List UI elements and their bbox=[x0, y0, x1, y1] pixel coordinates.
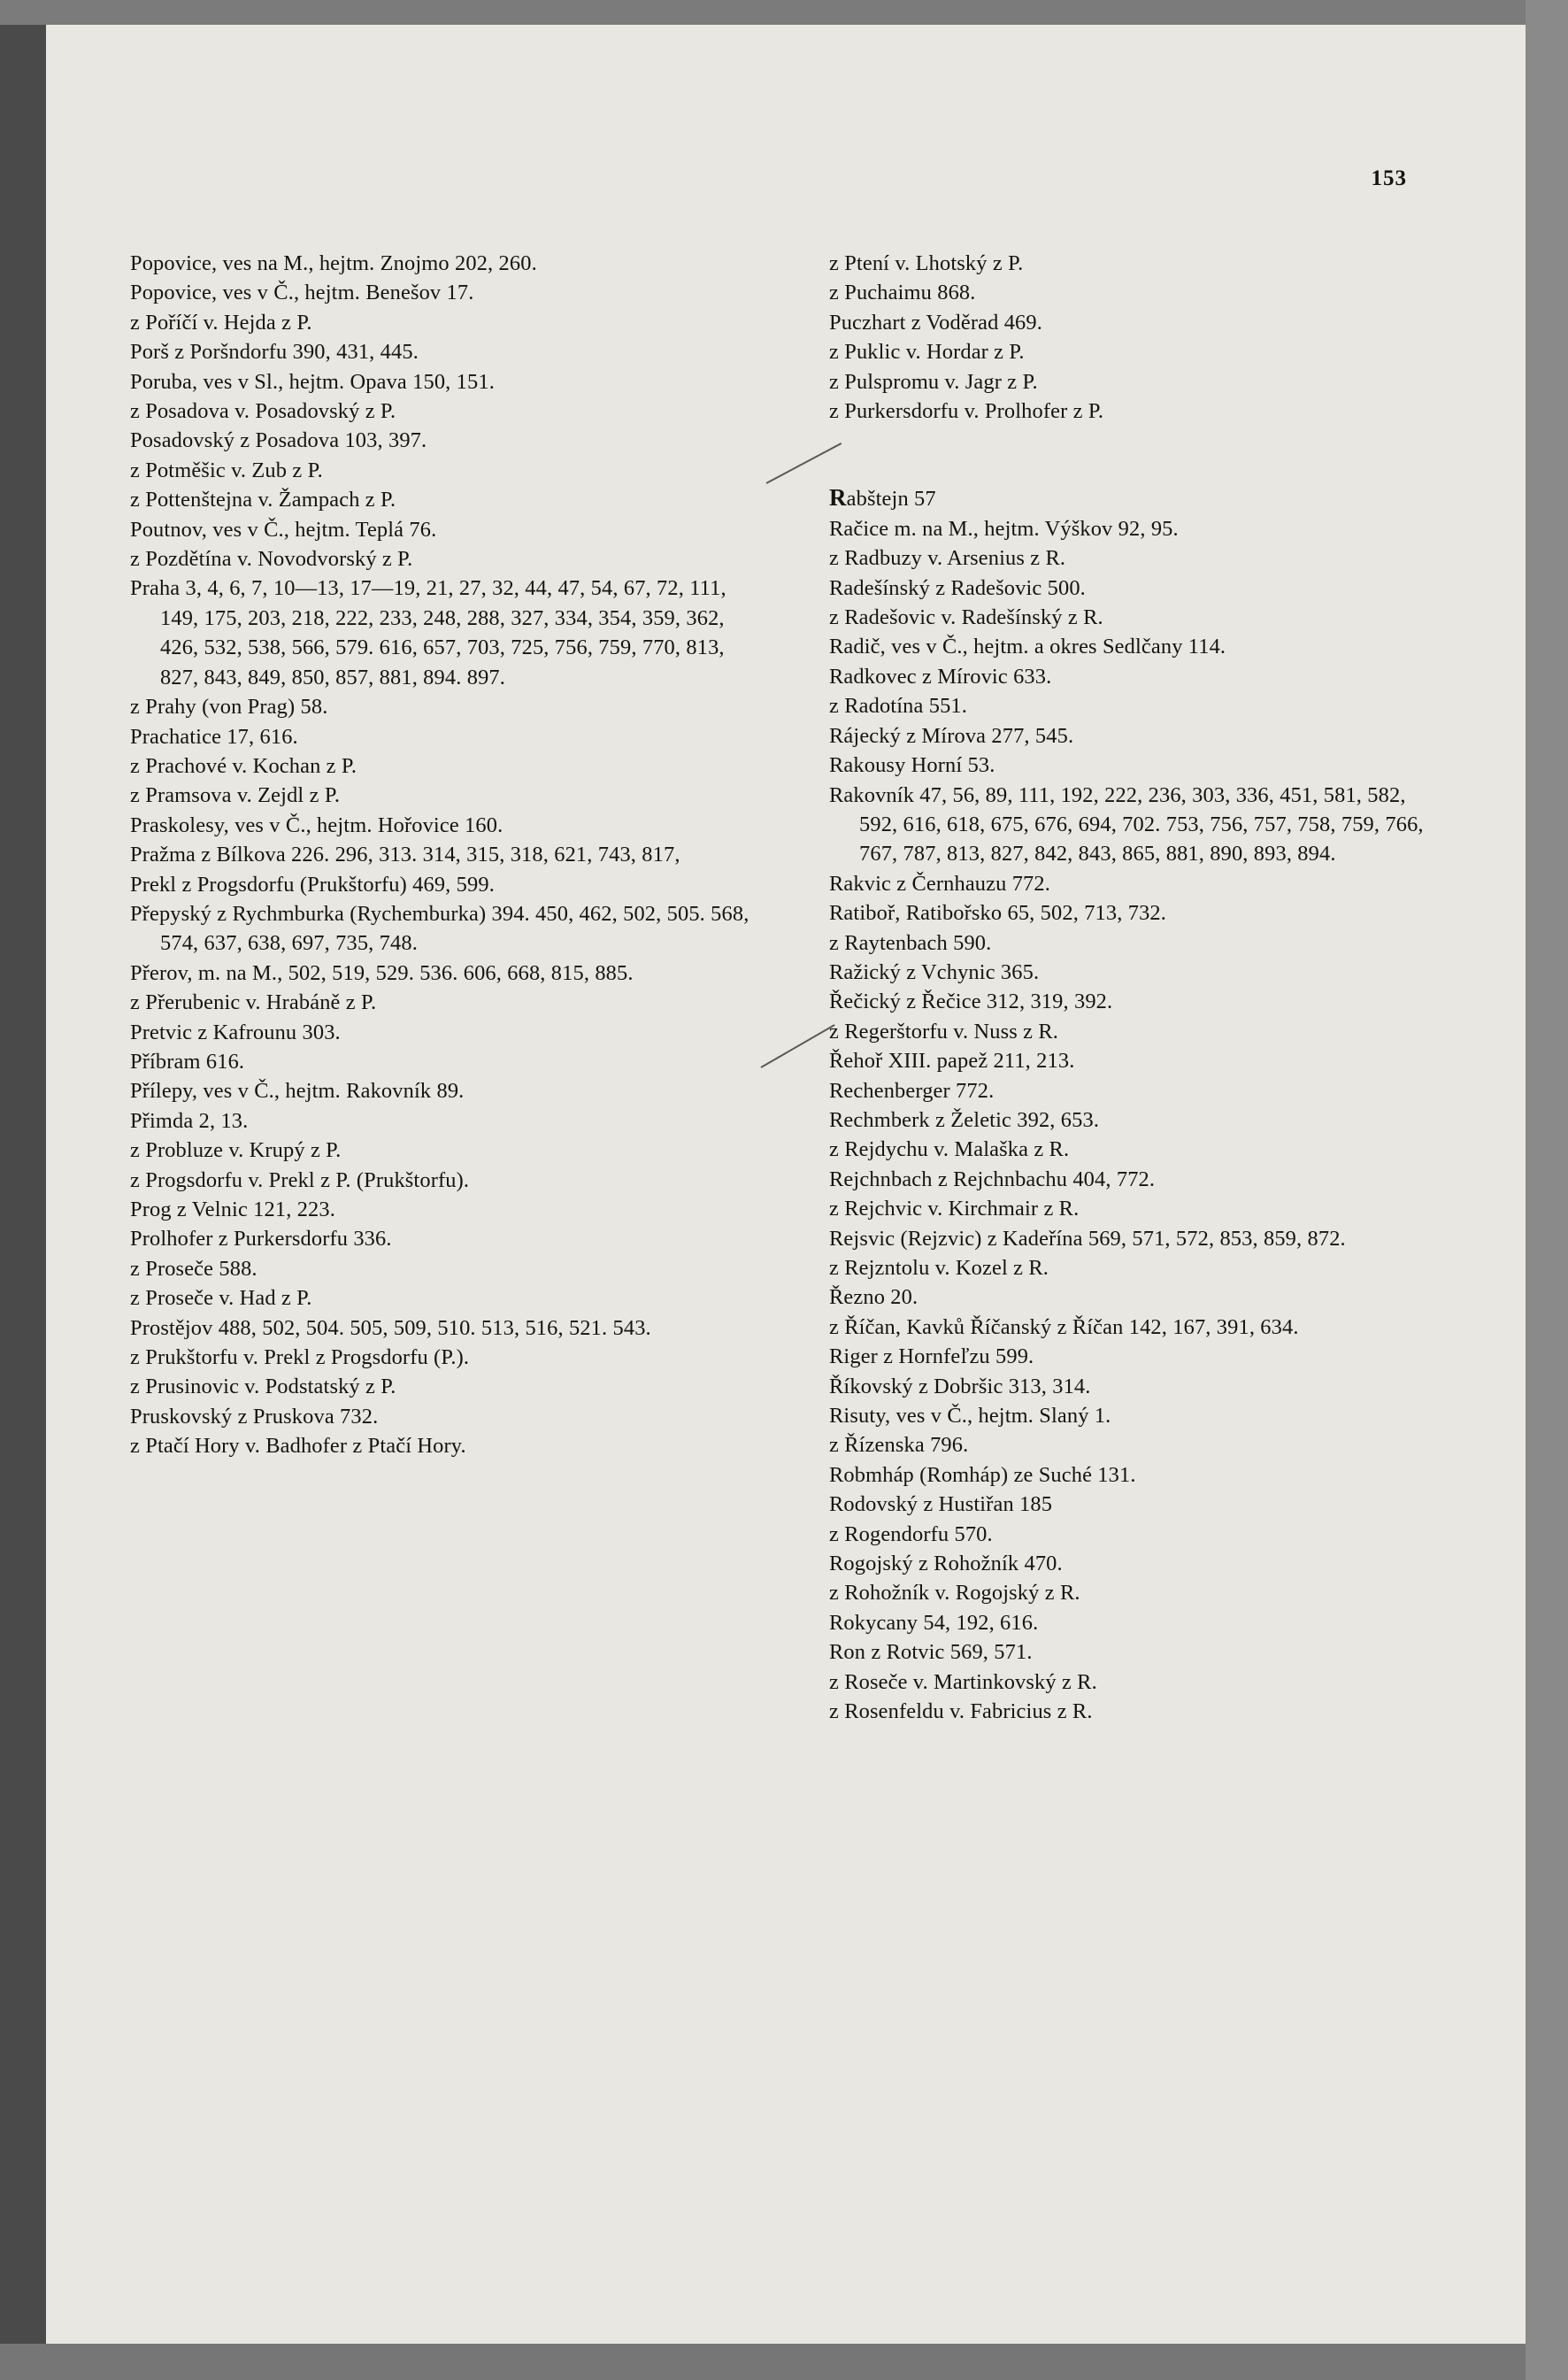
index-entry: z Pramsova v. Zejdl z P. bbox=[130, 783, 341, 808]
index-entry: z Purkersdorfu v. Prolhofer z P. bbox=[829, 399, 1104, 424]
index-entry: Pražma z Bílkova 226. 296, 313. 314, 315, 318, 621, 743, 817, bbox=[130, 843, 680, 867]
index-entry: z Regerštorfu v. Nuss z R. bbox=[829, 1019, 1059, 1044]
index-entry: z Rohožník v. Rogojský z R. bbox=[829, 1581, 1080, 1606]
index-entry: z Ptení v. Lhotský z P. bbox=[829, 251, 1024, 275]
index-entry: z Rejzntolu v. Kozel z R. bbox=[829, 1256, 1049, 1280]
index-entry: Řečický z Řečice 312, 319, 392. bbox=[829, 990, 1113, 1014]
index-entry: Robmháp (Romháp) ze Suché 131. bbox=[829, 1462, 1136, 1487]
index-entry: Řezno 20. bbox=[829, 1285, 919, 1310]
index-entry: z Radbuzy v. Arsenius z R. bbox=[829, 546, 1066, 571]
index-entry: Poruba, ves v Sl., hejtm. Opava 150, 151. bbox=[130, 369, 495, 394]
index-entry: z Říčan, Kavků Říčanský z Říčan 142, 167, 391, 634. bbox=[829, 1314, 1299, 1339]
index-entry: Rokycany 54, 192, 616. bbox=[829, 1610, 1039, 1635]
index-entry: z Proseče v. Had z P. bbox=[130, 1286, 312, 1311]
index-entry: Puczhart z Voděrad 469. bbox=[829, 310, 1042, 335]
index-entry: Posadovský z Posadova 103, 397. bbox=[130, 428, 427, 453]
index-entry: z Prachové v. Kochan z P. bbox=[130, 753, 357, 778]
scan-edge-bottom bbox=[0, 2344, 1568, 2380]
index-entry: Porš z Poršndorfu 390, 431, 445. bbox=[130, 340, 419, 365]
index-entry: Popovice, ves v Č., hejtm. Benešov 17. bbox=[130, 281, 474, 305]
index-entry: Rogojský z Rohožník 470. bbox=[829, 1552, 1063, 1576]
index-entry: z Rejdychu v. Malaška z R. bbox=[829, 1137, 1070, 1162]
index-entry: Rejsvic (Rejzvic) z Kadeřína 569, 571, 572, 853, 859, 872. bbox=[829, 1226, 1346, 1251]
index-entry: Rájecký z Mírova 277, 545. bbox=[829, 723, 1074, 748]
index-entry: Praha 3, 4, 6, 7, 10—13, 17—19, 21, 27, 32, 44, 47, 54, 67, 72, 111, 149, 175, 203, 218, 222, 233, 248, 288, 327, 334, 354, 359, 362, 426, 532, 538, 566, 579. 616, 657, 703, 725, 756, 759, 770, 813, 827, 843, 849, 850, 857, 881, 894. 897. bbox=[130, 576, 726, 689]
index-entry: z Rogendorfu 570. bbox=[829, 1521, 993, 1546]
index-entry: Řehoř XIII. papež 211, 213. bbox=[829, 1049, 1075, 1074]
section-spacer bbox=[829, 426, 1449, 455]
index-entry: z Pozdětína v. Novodvorský z P. bbox=[130, 547, 413, 572]
index-entry: z Poříčí v. Hejda z P. bbox=[130, 310, 312, 335]
index-entry: z Prusinovic v. Podstatský z P. bbox=[130, 1375, 396, 1399]
section-initial: R bbox=[829, 484, 847, 512]
page-number: 153 bbox=[1371, 166, 1407, 190]
index-entry: Popovice, ves na M., hejtm. Znojmo 202, 260. bbox=[130, 251, 537, 275]
page-sheet bbox=[46, 25, 1526, 2344]
index-entry: Přepyský z Rychmburka (Rychemburka) 394. 450, 462, 502, 505. 568, 574, 637, 638, 697, 735, 748. bbox=[130, 901, 749, 956]
index-entry: z Přerubenic v. Hrabáně z P. bbox=[130, 990, 377, 1015]
index-entry: z Puklic v. Hordar z P. bbox=[829, 340, 1025, 365]
index-entry: Radič, ves v Č., hejtm. a okres Sedlčany 114. bbox=[829, 635, 1226, 659]
index-entry: Praskolesy, ves v Č., hejtm. Hořovice 160. bbox=[130, 813, 503, 837]
index-entry: Příbram 616. bbox=[130, 1049, 245, 1074]
index-entry: z Roseče v. Martinkovský z R. bbox=[829, 1669, 1097, 1694]
index-entry: Prachatice 17, 616. bbox=[130, 724, 298, 749]
left-column bbox=[130, 249, 749, 1727]
index-entry: Pruskovský z Pruskova 732. bbox=[130, 1404, 379, 1429]
index-entry: z Radotína 551. bbox=[829, 694, 968, 719]
index-entry: Rakovník 47, 56, 89, 111, 192, 222, 236, 303, 336, 451, 581, 582, 592, 616, 618, 675, 676, 694, 702. 753, 756, 757, 758, 759, 766, 767, 787, 813, 827, 842, 843, 865, 881, 890, 893, 894. bbox=[829, 782, 1424, 867]
index-entry: Risuty, ves v Č., hejtm. Slaný 1. bbox=[829, 1404, 1111, 1429]
section-heading-r bbox=[829, 483, 1449, 513]
right-column bbox=[829, 249, 1449, 1727]
index-entry: Prostějov 488, 502, 504. 505, 509, 510. 513, 516, 521. 543. bbox=[130, 1315, 651, 1340]
index-entry: Přílepy, ves v Č., hejtm. Rakovník 89. bbox=[130, 1079, 465, 1104]
index-entry: Radešínský z Radešovic 500. bbox=[829, 575, 1086, 600]
index-entry: Račice m. na M., hejtm. Výškov 92, 95. bbox=[829, 516, 1179, 541]
scan-edge-top bbox=[0, 0, 1568, 25]
index-entry: Ron z Rotvic 569, 571. bbox=[829, 1640, 1033, 1665]
index-entry: z Potměšic v. Zub z P. bbox=[130, 458, 323, 482]
index-entry: Rechenberger 772. bbox=[829, 1078, 995, 1103]
scan-edge-left bbox=[0, 0, 46, 2380]
index-entry: Rakousy Horní 53. bbox=[829, 753, 995, 778]
index-entry: z Ptačí Hory v. Badhofer z Ptačí Hory. bbox=[130, 1434, 466, 1459]
index-entry: Ratiboř, Ratibořsko 65, 502, 713, 732. bbox=[829, 901, 1167, 926]
index-entry: z Pottenštejna v. Žampach z P. bbox=[130, 488, 396, 512]
index-entry: z Rosenfeldu v. Fabricius z R. bbox=[829, 1699, 1093, 1724]
index-entry: Riger z Hornfeľzu 599. bbox=[829, 1344, 1034, 1369]
index-entry: z Posadova v. Posadovský z P. bbox=[130, 399, 396, 424]
index-entry: z Progsdorfu v. Prekl z P. (Prukštorfu). bbox=[130, 1167, 470, 1192]
index-entry: Říkovský z Dobršic 313, 314. bbox=[829, 1374, 1091, 1398]
index-entry: Přerov, m. na M., 502, 519, 529. 536. 606, 668, 815, 885. bbox=[130, 960, 634, 985]
index-entry: z Puchaimu 868. bbox=[829, 281, 976, 305]
index-entry: Ražický z Vchynic 365. bbox=[829, 959, 1040, 984]
index-entry: Rakvic z Černhauzu 772. bbox=[829, 871, 1050, 896]
index-entry: z Prukštorfu v. Prekl z Progsdorfu (P.). bbox=[130, 1345, 470, 1370]
index-entry: Prekl z Progsdorfu (Prukštorfu) 469, 599. bbox=[130, 872, 495, 897]
index-entry: Prolhofer z Purkersdorfu 336. bbox=[130, 1227, 392, 1252]
index-entry: z Pulspromu v. Jagr z P. bbox=[829, 369, 1038, 394]
index-entry: z Řízenska 796. bbox=[829, 1433, 969, 1458]
index-entry: Rechmberk z Želetic 392, 653. bbox=[829, 1107, 1100, 1132]
index-entry: z Raytenbach 590. bbox=[829, 930, 992, 955]
index-entry: Prog z Velnic 121, 223. bbox=[130, 1198, 335, 1221]
index-entry: z Proseče 588. bbox=[130, 1256, 257, 1281]
index-entry: Rodovský z Hustiřan 185 bbox=[829, 1492, 1053, 1517]
section-heading-text: abštejn 57 bbox=[846, 487, 936, 512]
index-entry: Pretvic z Kafrounu 303. bbox=[130, 1020, 341, 1044]
index-entry: Rejchnbach z Rejchnbachu 404, 772. bbox=[829, 1167, 1156, 1191]
index-entry: z Prahy (von Prag) 58. bbox=[130, 695, 328, 720]
index-entry: z Rejchvic v. Kirchmair z R. bbox=[829, 1197, 1080, 1221]
index-entry: Přimda 2, 13. bbox=[130, 1108, 249, 1133]
index-entry: Radkovec z Mírovic 633. bbox=[829, 664, 1052, 689]
scan-edge-right bbox=[1526, 0, 1568, 2380]
index-entry: z Radešovic v. Radešínský z R. bbox=[829, 605, 1103, 630]
index-entry: Poutnov, ves v Č., hejtm. Teplá 76. bbox=[130, 517, 437, 542]
index-entry: z Probluze v. Krupý z P. bbox=[130, 1138, 342, 1163]
